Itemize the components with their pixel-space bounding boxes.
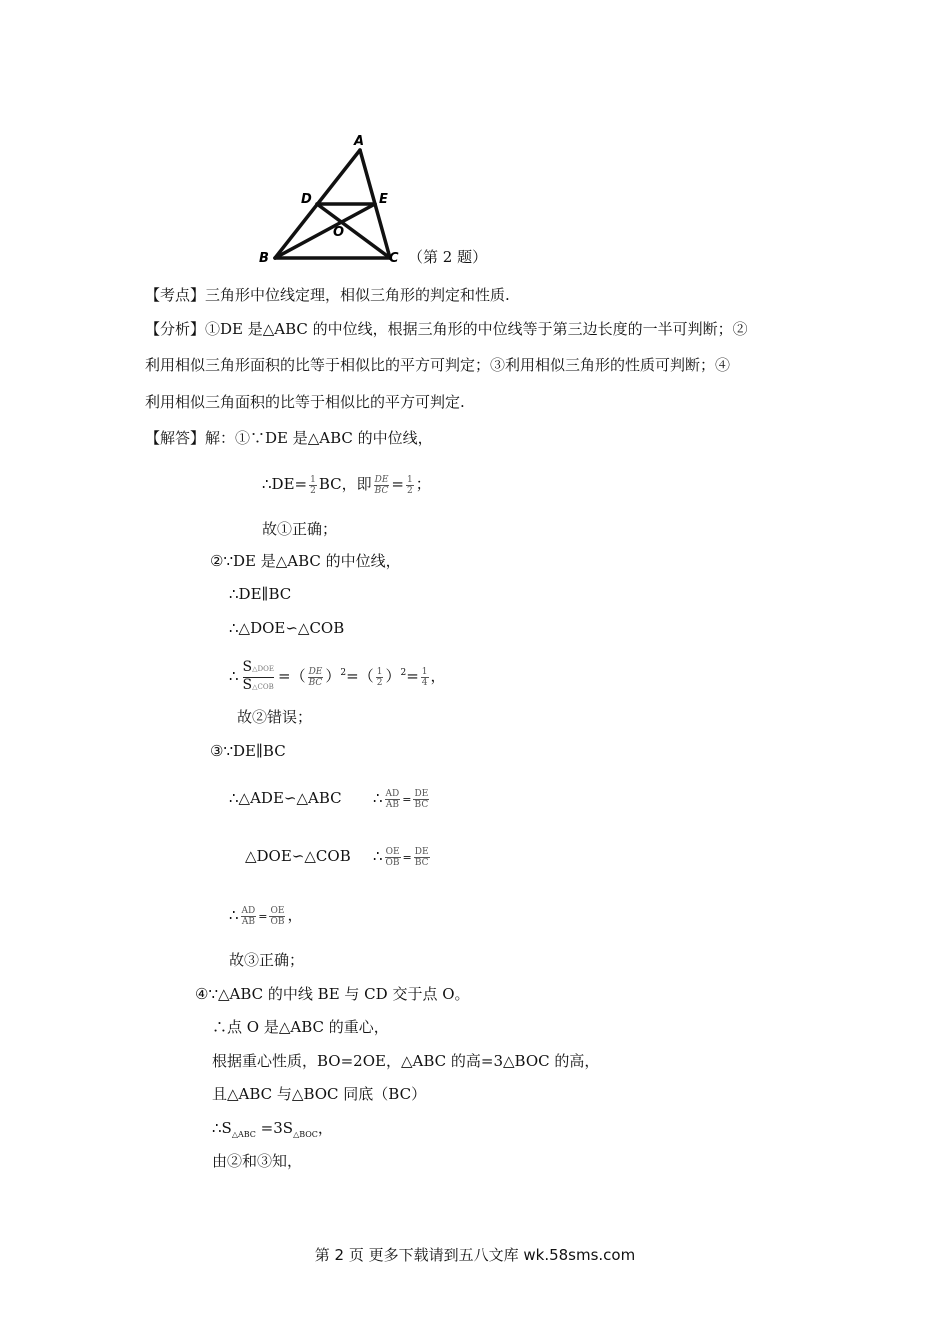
step1-formula	[262, 471, 431, 497]
step4-line-2: ∴点 O 是△ABC 的重心，	[212, 1018, 389, 1036]
step4-line-6: 由②和③知，	[212, 1152, 303, 1170]
segment-be	[275, 204, 375, 258]
step3-ratio-1: ∴ $\frac{AD}{AB}$ = $\frac{DE}{BC}$	[373, 788, 429, 810]
jieda-text: 解：①∵DE 是△ABC 的中位线，	[205, 429, 433, 447]
step2-line-2: ∴DE∥BC	[229, 585, 292, 603]
jieda-tag: 【解答】	[145, 429, 206, 447]
s2-eq2: =（	[346, 667, 374, 685]
kaodian-text: 三角形中位线定理，相似三角形的判定和性质.	[205, 286, 510, 304]
s1-end: ；	[415, 475, 431, 493]
step4-line-1: ④∵△ABC 的中线 BE 与 CD 交于点 O。	[195, 985, 470, 1003]
step4-line-5: $\therefore S_{\triangle ABC} =3S_{\triangle BOC}$，	[212, 1119, 333, 1139]
triangle-figure	[255, 128, 405, 268]
fenxi-line-3: 利用相似三角面积的比等于相似比的平方可判定.	[145, 393, 465, 411]
jieda-line	[145, 428, 433, 448]
kaodian-tag: 【考点】	[145, 286, 206, 304]
step4-line-3: 根据重心性质，BO=2OE，△ABC 的高=3△BOC 的高，	[212, 1052, 600, 1070]
label-b: B	[259, 251, 269, 266]
s1-mid: BC，即	[318, 475, 372, 493]
step3-conclusion: 故③正确；	[229, 951, 305, 969]
fenxi-line-1	[145, 319, 748, 339]
s3-similar-1: ∴△ADE∽△ABC	[229, 789, 342, 807]
frac-half-1: $\frac{1}{2}$	[310, 474, 316, 496]
label-e: E	[379, 192, 388, 207]
s2-eq3: =	[406, 667, 419, 685]
frac-de-bc-4: $\frac{DE}{BC}$	[414, 846, 429, 868]
frac-quarter: $\frac{1}{4}$	[421, 666, 428, 688]
step3-ratio-2: ∴ $\frac{OE}{OB}$ = $\frac{DE}{BC}$	[373, 846, 429, 868]
frac-ad-ab-2: $\frac{AD}{AB}$	[241, 905, 256, 927]
step2-line-3: ∴△DOE∽△COB	[229, 619, 345, 637]
frac-ad-ab: $\frac{AD}{AB}$	[385, 788, 400, 810]
step3-line-2	[229, 784, 342, 812]
label-o: O	[333, 225, 345, 240]
frac-half-3: $\frac{1}{2}$	[376, 666, 383, 688]
s2-end: ，	[430, 667, 446, 685]
fenxi-tag: 【分析】	[145, 320, 206, 338]
s2-rp2: ）	[385, 667, 401, 685]
area-ratio-frac: S△DOE S△COB	[242, 658, 274, 693]
step2-line-1: ②∵DE 是△ABC 的中位线，	[210, 552, 401, 570]
s2-sq2: 2	[400, 668, 407, 678]
s2-rp: ）	[325, 667, 341, 685]
step3-line-1: ③∵DE∥BC	[210, 742, 286, 760]
label-c: C	[389, 251, 399, 266]
frac-de-bc: $\frac{DE}{BC}$	[374, 474, 389, 496]
step1-conclusion: 故①正确；	[262, 520, 338, 538]
frac-de-bc-3: $\frac{DE}{BC}$	[414, 788, 429, 810]
step4-line-4: 且△ABC 与△BOC 同底（BC）	[212, 1085, 427, 1103]
frac-de-bc-2: $\frac{DE}{BC}$	[308, 666, 323, 688]
s1-pre: ∴DE=	[262, 475, 308, 493]
kaodian-line	[145, 285, 510, 305]
label-a: A	[354, 134, 365, 149]
s2-sq: 2	[340, 668, 347, 678]
step3-line-3	[245, 842, 351, 870]
frac-half-2: $\frac{1}{2}$	[406, 474, 413, 496]
label-d: D	[301, 192, 312, 207]
s1-eq: =	[391, 475, 404, 493]
step3-line-4: ∴ $\frac{AD}{AB}$ = $\frac{OE}{OB}$ ，	[229, 905, 303, 927]
frac-oe-ob: $\frac{OE}{OB}$	[385, 846, 400, 868]
step2-conclusion: 故②错误；	[237, 708, 313, 726]
s2-eq: =（	[278, 667, 306, 685]
fenxi-line-2: 利用相似三角形面积的比等于相似比的平方可判定；③利用相似三角形的性质可判断；④	[145, 356, 731, 374]
figure-caption: （第 2 题）	[408, 248, 488, 266]
page-footer: 第 2 页 更多下载请到五八文库 wk.58sms.com	[314, 1246, 636, 1264]
s3-similar-2: △DOE∽△COB	[245, 847, 351, 865]
s2-therefore: ∴	[229, 667, 239, 685]
frac-oe-ob-2: $\frac{OE}{OB}$	[270, 905, 285, 927]
step2-area-formula	[229, 655, 446, 691]
fenxi-text-1: ①DE 是△ABC 的中位线，根据三角形的中位线等于第三边长度的一半可判断；②	[205, 320, 748, 338]
